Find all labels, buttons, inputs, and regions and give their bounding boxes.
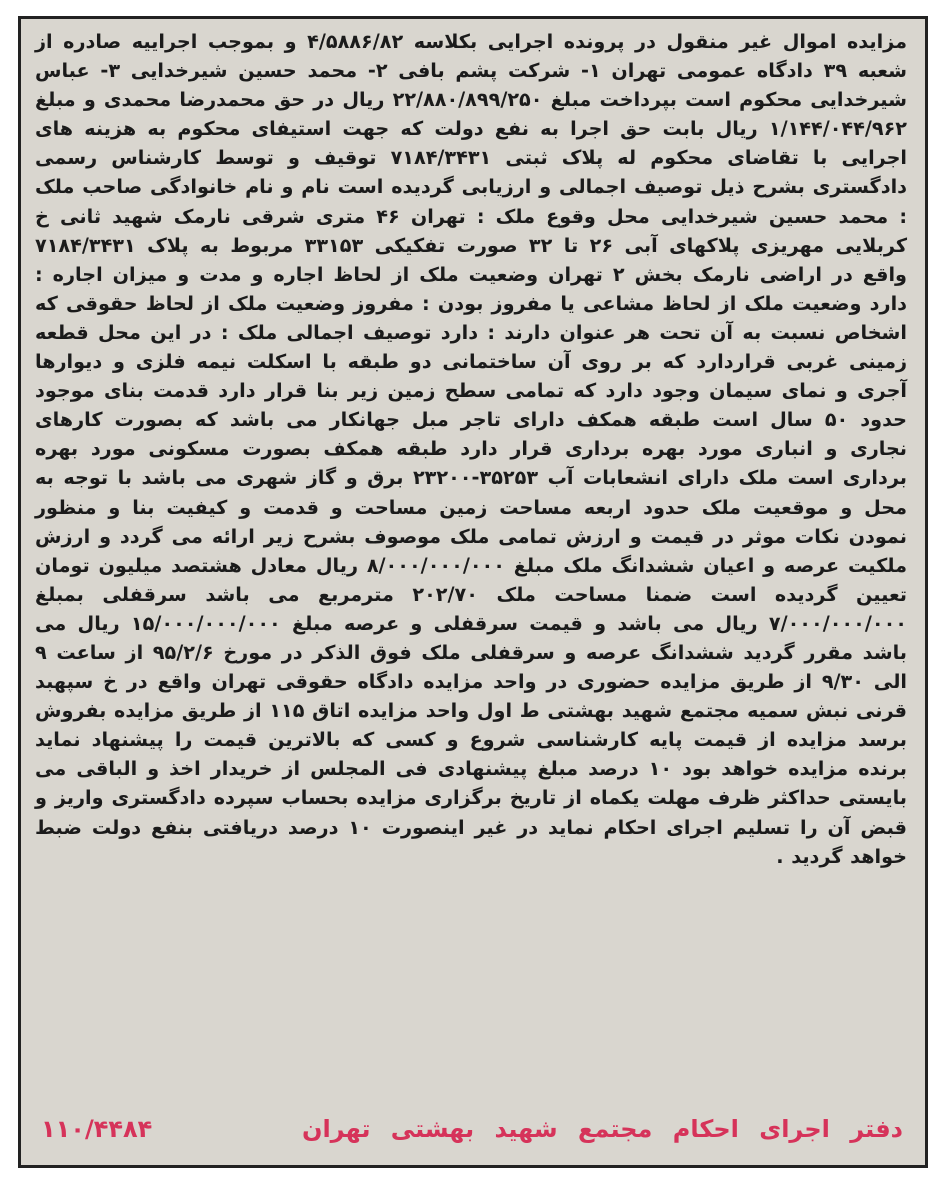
notice-frame — [18, 16, 928, 1168]
notice-footer — [41, 1109, 903, 1149]
issuing-office: دفتر اجرای احکام مجتمع شهید بهشتی تهران — [301, 1115, 903, 1143]
notice-body-text: مزایده اموال غیر منقول در پرونده اجرایی بکلاسه ۴/۵۸۸۶/۸۲ و بموجب اجراییه صادره از شعبه ۳۹ دادگاه عمومی تهران ۱- شرکت پشم بافی ۲- محمد حسین شیرخدایی ۳- عباس شیرخدایی محکوم است بپرداخت مبلغ ۲۲/۸۸۰/۸۹۹/۲۵۰ ریال در حق محمدرضا محمدی و مبلغ ۱/۱۴۴/۰۴۴/۹۶۲ ریال بابت حق اجرا به نفع دولت که جهت استیفای محکوم به هزینه های اجرایی با تقاضای محکوم له پلاک ثبتی ۷۱۸۴/۳۴۳۱ توقیف و توسط کارشناس رسمی دادگستری بشرح ذیل توصیف اجمالی و ارزیابی گردیده است نام و نام خانوادگی صاحب ملک : محمد حسین شیرخدایی محل وقوع ملک : تهران ۴۶ متری شرقی نارمک شهید ثانی خ کربلایی مهریزی پلاکهای آبی ۲۶ تا ۳۲ صورت تفکیکی ۳۳۱۵۳ مربوط به پلاک ۷۱۸۴/۳۴۳۱ واقع در اراضی نارمک بخش ۲ تهران وضعیت ملک از لحاظ اجاره و مدت و میزان اجاره : دارد وضعیت ملک از لحاظ مشاعی یا مفروز بودن : مفروز وضعیت ملک از لحاظ حقوقی که اشخاص نسبت به آن تحت هر عنوان دارند : دارد توصیف اجمالی ملک : در این محل قطعه زمینی غربی قراردارد که بر روی آن ساختمانی دو طبقه با اسکلت نیمه فلزی و دیوارها آجری و نمای سیمان وجود دارد که تمامی سطح زمین زیر بنا قرار دارد قدمت بنای موجود حدود ۵۰ سال است طبقه همکف دارای تاجر مبل جهانکار می باشد که بصورت کارهای نجاری و انباری مورد بهره برداری قرار دارد طبقه همکف بصورت مسکونی مورد بهره برداری است ملک دارای انشعابات آب ۳۵۲۵۳-۲۳۲۰۰ برق و گاز شهری می باشد با توجه به محل و موقعیت ملک حدود اربعه مساحت زمین مساحت و قدمت و کیفیت بنا و منظور نمودن نکات موثر در قیمت و ارزش تمامی ملک موصوف بشرح زیر ارائه می گردد و ارزش ملکیت عرصه و اعیان ششدانگ ملک مبلغ ۸/۰۰۰/۰۰۰/۰۰۰ ریال معادل هشتصد میلیون تومان تعیین گردیده است ضمنا مساحت ملک ۲۰۲/۷۰ مترمربع می باشد سرقفلی بمبلغ ۷/۰۰۰/۰۰۰/۰۰۰ ریال می باشد و قیمت سرقفلی و عرصه مبلغ ۱۵/۰۰۰/۰۰۰/۰۰۰ ریال می باشد مقرر گردید ششدانگ عرصه و سرقفلی ملک فوق الذکر در مورخ ۹۵/۲/۶ از ساعت ۹ الی ۹/۳۰ از طریق مزایده حضوری در واحد مزایده دادگاه حقوقی تهران واقع در خ سپهبد قرنی نبش سمیه مجتمع شهید بهشتی ط اول واحد مزایده اتاق ۱۱۵ از طریق مزایده بفروش برسد مزایده از قیمت پایه کارشناسی شروع و کسی که بالاترین قیمت را پیشنهاد نماید برنده مزایده خواهد بود ۱۰ درصد مبلغ پیشنهادی فی المجلس از خریدار اخذ و الباقی می بایستی حداکثر ظرف مهلت یکماه از تاریخ برگزاری مزایده بحساب سپرده دادگستری واریز و قبض آن را تسلیم اجرای احکام نماید در غیر اینصورت ۱۰ درصد دریافتی بنفع دولت ضبط خواهد گردید . — [35, 30, 907, 868]
notice-content — [27, 27, 919, 1159]
notice-number: ۱۱۰/۴۴۸۴ — [41, 1115, 153, 1143]
